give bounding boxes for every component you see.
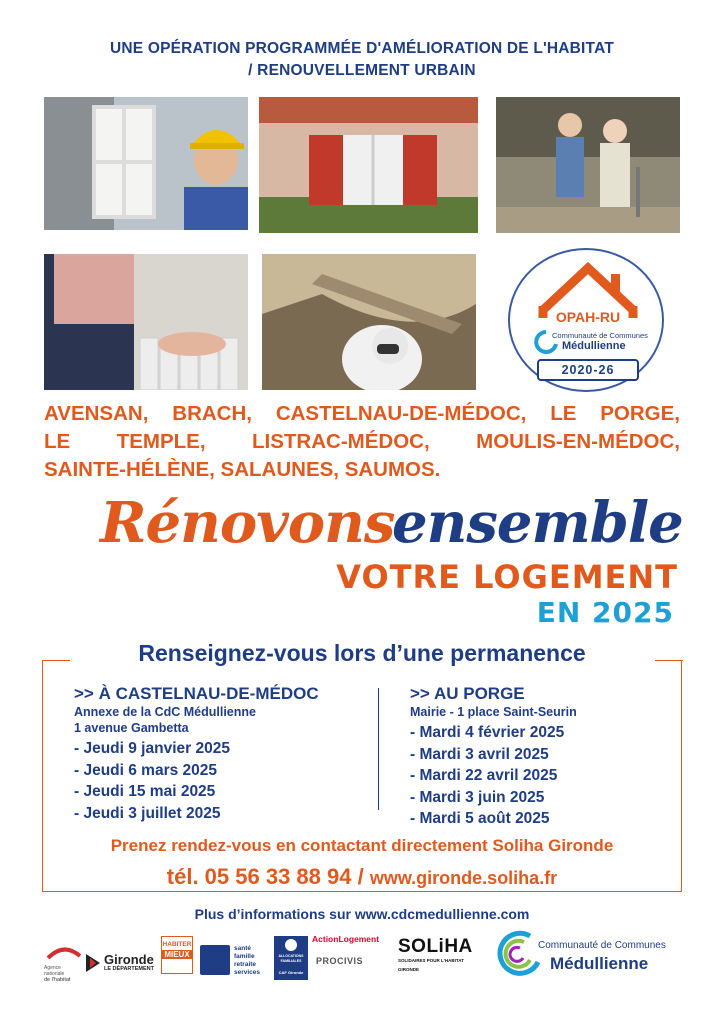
habiter-text-2: MIEUX <box>162 950 192 959</box>
castelnau-address-1: Annexe de la CdC Médullienne <box>74 705 256 719</box>
soliha-subtext: SOLIDAIRES POUR L'HABITAT <box>398 958 464 963</box>
soliha-subtext-2: GIRONDE <box>398 967 420 972</box>
more-info[interactable]: Plus d’informations sur www.cdcmedullienne.com <box>194 906 530 922</box>
soliha-text: SOLiHA <box>398 936 473 957</box>
anah-text-3: de l'habitat <box>44 977 71 983</box>
gironde-logo <box>86 952 156 978</box>
permanence-title: Renseignez-vous lors d’une permanence <box>138 640 586 666</box>
msa-text-2: famille <box>234 953 255 960</box>
photo-worker-window <box>44 97 248 230</box>
le-porge-city: >> AU PORGE <box>410 684 525 703</box>
caf-text-1: ALLOCATIONS <box>278 954 304 958</box>
badge-org-line-2: Médullienne <box>562 340 626 352</box>
action-logement-procivis-logos <box>312 934 386 974</box>
badge-title: OPAH-RU <box>555 309 621 325</box>
communes-line-1: AVENSAN, BRACH, CASTELNAU-DE-MÉDOC, LE PORGE, <box>44 402 680 425</box>
habiter-text-1: HABITER <box>162 941 192 948</box>
caf-text-2: FAMILIALES <box>280 959 302 963</box>
le-porge-date: - Mardi 22 avril 2025 <box>410 767 558 784</box>
habiter-mieux-logo <box>161 936 193 974</box>
header-line-1: UNE OPÉRATION PROGRAMMÉE D'AMÉLIORATION DE L'HABITAT <box>109 40 614 57</box>
slogan-votre-logement: VOTRE LOGEMENT <box>336 558 678 596</box>
cdc-medullienne-logo <box>494 926 684 980</box>
slogan-en-2025: EN 2025 <box>536 596 674 629</box>
castelnau-date: - Jeudi 9 janvier 2025 <box>74 740 230 757</box>
badge-org-line-1: Communauté de Communes <box>552 331 648 340</box>
le-porge-date: - Mardi 4 février 2025 <box>410 724 565 741</box>
anah-text-1: Agence <box>44 965 61 971</box>
le-porge-column <box>410 684 577 830</box>
badge-period: 2020-26 <box>561 363 615 377</box>
cdc-text-2: Médullienne <box>550 954 649 973</box>
msa-text-1: santé <box>234 945 251 952</box>
castelnau-address-2: 1 avenue Gambetta <box>74 721 189 735</box>
msa-logo <box>200 945 270 977</box>
caf-logo <box>274 936 308 980</box>
soliha-logo <box>396 936 486 978</box>
communes-line-2: LE TEMPLE, LISTRAC-MÉDOC, MOULIS-EN-MÉDOC, <box>44 430 680 453</box>
photo-radiator-hands <box>44 254 248 390</box>
caf-mark-icon <box>285 939 297 951</box>
msa-mark-icon <box>200 945 230 975</box>
photo-elderly-couple <box>496 97 680 233</box>
le-porge-address: Mairie - 1 place Saint-Seurin <box>410 705 577 719</box>
gironde-mark-icon <box>86 954 102 972</box>
castelnau-city: >> À CASTELNAU-DE-MÉDOC <box>74 684 319 703</box>
slogan <box>0 490 724 640</box>
communes-list <box>44 400 680 484</box>
castelnau-date: - Jeudi 15 mai 2025 <box>74 783 216 800</box>
header-line-2: / RENOUVELLEMENT URBAIN <box>248 62 476 79</box>
caf-text-3: CAF Gironde <box>278 970 304 975</box>
msa-text-3: retraite <box>234 961 257 968</box>
slogan-word-ensemble: ensemble <box>392 490 683 556</box>
castelnau-column <box>74 684 319 824</box>
slogan-word-renovons: Rénovons <box>100 490 395 556</box>
castelnau-date: - Jeudi 3 juillet 2025 <box>74 804 221 822</box>
photo-insulation-worker <box>262 254 476 390</box>
contact-text: Prenez rendez-vous en contactant directement Soliha Gironde <box>110 836 614 855</box>
phone-number[interactable]: tél. 05 56 33 88 94 / <box>166 864 364 889</box>
anah-text-2: nationale <box>44 971 65 977</box>
le-porge-date: - Mardi 5 août 2025 <box>410 810 550 827</box>
action-logement-text: ActionLogement <box>312 934 380 944</box>
gironde-subtext: LE DÉPARTEMENT <box>104 966 155 972</box>
column-divider <box>378 688 379 810</box>
castelnau-date: - Jeudi 6 mars 2025 <box>74 761 218 779</box>
opah-ru-badge <box>508 248 664 392</box>
header <box>0 38 724 82</box>
cdc-swirl-icon <box>494 928 542 978</box>
le-porge-date: - Mardi 3 avril 2025 <box>410 745 549 763</box>
le-porge-date: - Mardi 3 juin 2025 <box>410 788 545 806</box>
gironde-text: Gironde <box>104 952 154 967</box>
anah-logo <box>44 946 84 982</box>
anah-mark-icon <box>44 946 84 960</box>
contact-line <box>0 864 724 890</box>
msa-text-4: services <box>234 969 261 976</box>
procivis-text: PROCIVIS <box>316 956 364 966</box>
communes-line-3: SAINTE-HÉLÈNE, SALAUNES, SAUMOS. <box>44 458 441 481</box>
cdc-text-1: Communauté de Communes <box>538 940 666 951</box>
photo-red-shutters <box>259 97 478 233</box>
website-link[interactable]: www.gironde.soliha.fr <box>369 868 558 888</box>
